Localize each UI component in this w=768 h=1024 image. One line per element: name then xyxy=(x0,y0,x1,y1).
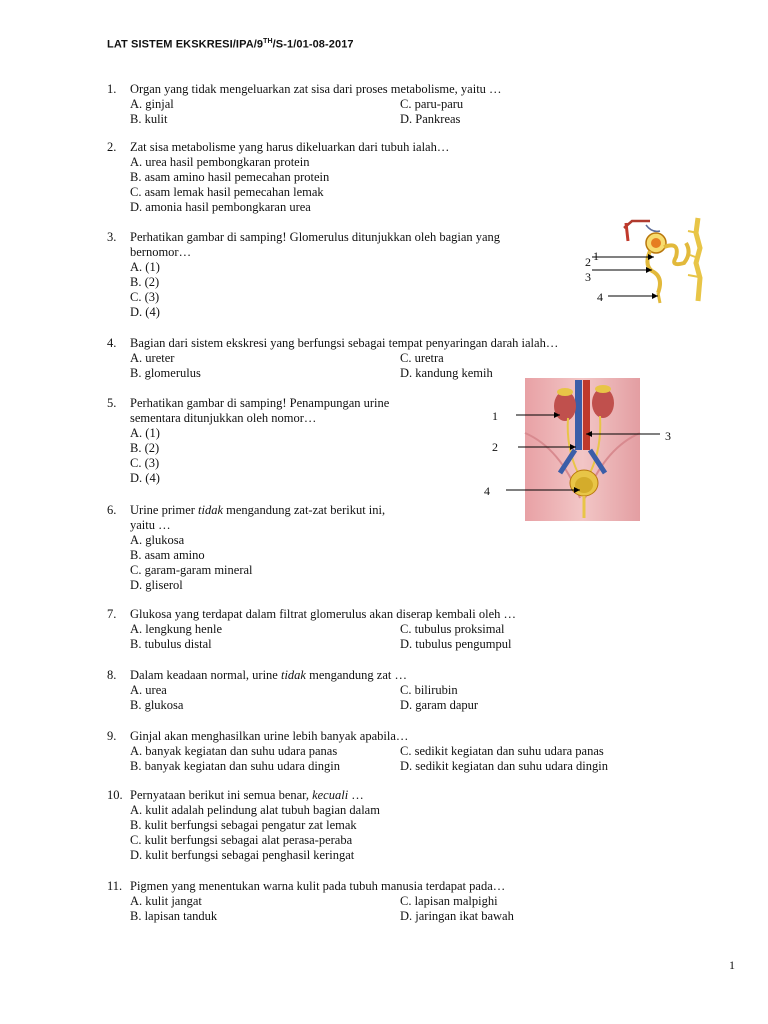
answer-option: B. kulit berfungsi sebagai pengatur zat lemak xyxy=(130,818,357,832)
answer-option: D. gliserol xyxy=(130,578,183,592)
nephron-label-3: 3 xyxy=(585,270,591,284)
question-number: 6. xyxy=(107,503,117,517)
answer-option: C. paru-paru xyxy=(400,97,464,111)
question-number: 11. xyxy=(107,879,123,893)
answer-option: B. glukosa xyxy=(130,698,184,712)
question-number: 9. xyxy=(107,729,117,743)
question-number: 8. xyxy=(107,668,117,682)
answer-option: C. tubulus proksimal xyxy=(400,622,505,636)
answer-option: D. (4) xyxy=(130,305,160,319)
answer-option: B. tubulus distal xyxy=(130,637,212,651)
question-stem: Glukosa yang terdapat dalam filtrat glomerulus akan diserap kembali oleh … xyxy=(130,607,516,621)
answer-option: B. (2) xyxy=(130,441,160,455)
answer-option: A. urea xyxy=(130,683,167,697)
answer-option: A. lengkung henle xyxy=(130,622,222,636)
urinary-label-3: 3 xyxy=(665,429,671,443)
question-number: 10. xyxy=(107,788,123,802)
question-stem: sementara ditunjukkan oleh nomor… xyxy=(130,411,317,425)
question-stem: Urine primer tidak mengandung zat-zat berikut ini, xyxy=(130,503,386,517)
question-stem: bernomor… xyxy=(130,245,192,259)
question-stem: Bagian dari sistem ekskresi yang berfungsi sebagai tempat penyaringan darah ialah… xyxy=(130,336,559,350)
answer-option: C. kulit berfungsi sebagai alat perasa-peraba xyxy=(130,833,353,847)
answer-option: B. (2) xyxy=(130,275,160,289)
answer-option: D. kulit berfungsi sebagai penghasil keringat xyxy=(130,848,355,862)
question-stem: Pigmen yang menentukan warna kulit pada tubuh manusia terdapat pada… xyxy=(130,879,506,893)
answer-option: A. (1) xyxy=(130,260,160,274)
answer-option: D. (4) xyxy=(130,471,160,485)
question-stem: Zat sisa metabolisme yang harus dikeluarkan dari tubuh ialah… xyxy=(130,140,450,154)
answer-option: D. garam dapur xyxy=(400,698,479,712)
question-number: 1. xyxy=(107,82,117,96)
question-stem: Dalam keadaan normal, urine tidak mengandung zat … xyxy=(130,668,407,682)
nephron-label-2: 2 xyxy=(585,255,591,269)
answer-option: C. lapisan malpighi xyxy=(400,894,498,908)
answer-option: A. banyak kegiatan dan suhu udara panas xyxy=(130,744,338,758)
nephron-label-4: 4 xyxy=(597,290,603,304)
answer-option: D. tubulus pengumpul xyxy=(400,637,512,651)
answer-option: A. urea hasil pembongkaran protein xyxy=(130,155,310,169)
answer-option: C. (3) xyxy=(130,456,160,470)
answer-option: D. jaringan ikat bawah xyxy=(400,909,514,923)
answer-option: C. uretra xyxy=(400,351,444,365)
question-number: 3. xyxy=(107,230,117,244)
answer-option: B. glomerulus xyxy=(130,366,201,380)
answer-option: D. sedikit kegiatan dan suhu udara dingin xyxy=(400,759,608,773)
answer-option: C. (3) xyxy=(130,290,160,304)
answer-option: B. asam amino xyxy=(130,548,205,562)
question-stem: Ginjal akan menghasilkan urine lebih banyak apabila… xyxy=(130,729,409,743)
answer-option: B. lapisan tanduk xyxy=(130,909,218,923)
answer-option: B. kulit xyxy=(130,112,168,126)
answer-option: A. kulit jangat xyxy=(130,894,202,908)
question-stem: yaitu … xyxy=(130,518,171,532)
nephron-label-1: 1 xyxy=(593,249,599,263)
question-stem: Organ yang tidak mengeluarkan zat sisa dari proses metabolisme, yaitu … xyxy=(130,82,502,96)
worksheet-header: LAT SISTEM EKSKRESI/IPA/9TH/S-1/01-08-2017 xyxy=(107,38,354,51)
answer-option: B. banyak kegiatan dan suhu udara dingin xyxy=(130,759,341,773)
answer-option: D. Pankreas xyxy=(400,112,461,126)
question-number: 7. xyxy=(107,607,117,621)
answer-option: C. asam lemak hasil pemecahan lemak xyxy=(130,185,324,199)
question-stem: Perhatikan gambar di samping! Glomerulus ditunjukkan oleh bagian yang xyxy=(130,230,501,244)
answer-option: C. garam-garam mineral xyxy=(130,563,253,577)
answer-option: A. (1) xyxy=(130,426,160,440)
answer-option: D. kandung kemih xyxy=(400,366,493,380)
answer-option: A. ureter xyxy=(130,351,175,365)
urinary-label-2: 2 xyxy=(492,440,498,454)
question-number: 4. xyxy=(107,336,117,350)
answer-option: D. amonia hasil pembongkaran urea xyxy=(130,200,311,214)
question-number: 2. xyxy=(107,140,117,154)
question-number: 5. xyxy=(107,396,117,410)
nephron-figure xyxy=(580,213,710,308)
urinary-system-figure xyxy=(480,378,680,523)
answer-option: A. ginjal xyxy=(130,97,174,111)
answer-option: B. asam amino hasil pemecahan protein xyxy=(130,170,330,184)
answer-option: C. sedikit kegiatan dan suhu udara panas xyxy=(400,744,604,758)
urinary-label-4: 4 xyxy=(484,484,490,498)
question-stem: Perhatikan gambar di samping! Penampungan urine xyxy=(130,396,390,410)
urinary-label-1: 1 xyxy=(492,409,498,423)
answer-option: C. bilirubin xyxy=(400,683,458,697)
answer-option: A. kulit adalah pelindung alat tubuh bagian dalam xyxy=(130,803,380,817)
answer-option: A. glukosa xyxy=(130,533,185,547)
page-number: 1 xyxy=(729,958,735,972)
question-stem: Pernyataan berikut ini semua benar, kecuali … xyxy=(130,788,364,802)
